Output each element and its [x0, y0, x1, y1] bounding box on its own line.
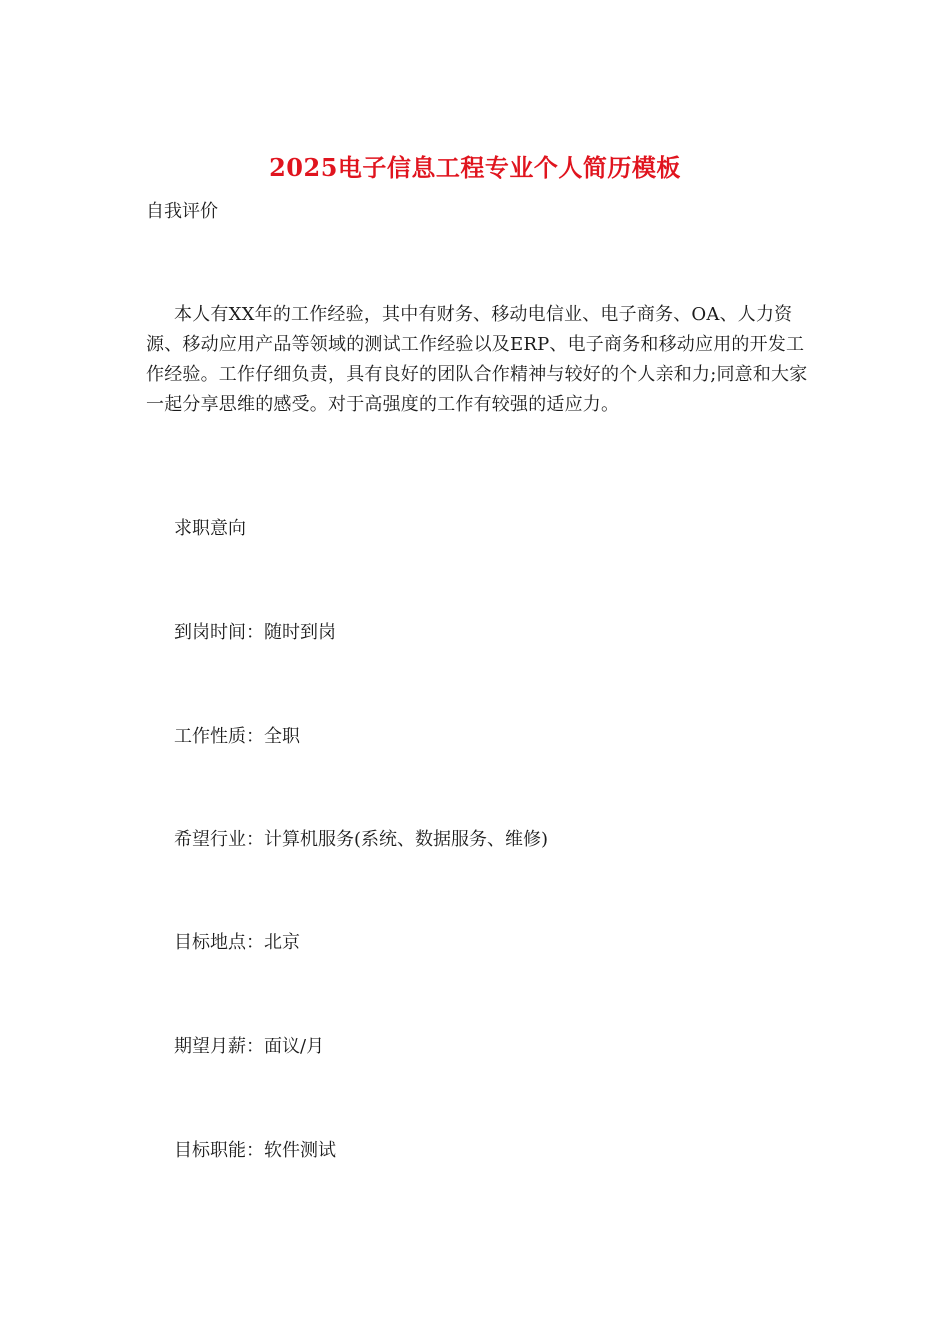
document-title: 2025电子信息工程专业个人简历模板: [269, 153, 681, 182]
self-evaluation-paragraph: 本人有XX年的工作经验，其中有财务、移动电信业、电子商务、OA、人力资源、移动应用产品等领域的测试工作经验以及ERP、电子商务和移动应用的开发工作经验。工作仔细负责，具有良好的团队合作精神与较好的个人亲和力;同意和大家一起分享思维的感受。对于高强度的工作有较强的适应力。: [146, 304, 808, 415]
position-line: 目标职能：软件测试: [174, 1140, 336, 1161]
salary-line: 期望月薪：面议/月: [174, 1036, 325, 1057]
location-line: 目标地点：北京: [174, 932, 300, 953]
industry-line: 希望行业：计算机服务(系统、数据服务、维修): [174, 829, 549, 850]
arrival-time-line: 到岗时间：随时到岗: [174, 622, 336, 643]
job-intent-heading: 求职意向: [174, 518, 246, 539]
self-evaluation-heading: 自我评价: [146, 201, 218, 222]
job-type-line: 工作性质：全职: [174, 726, 300, 747]
